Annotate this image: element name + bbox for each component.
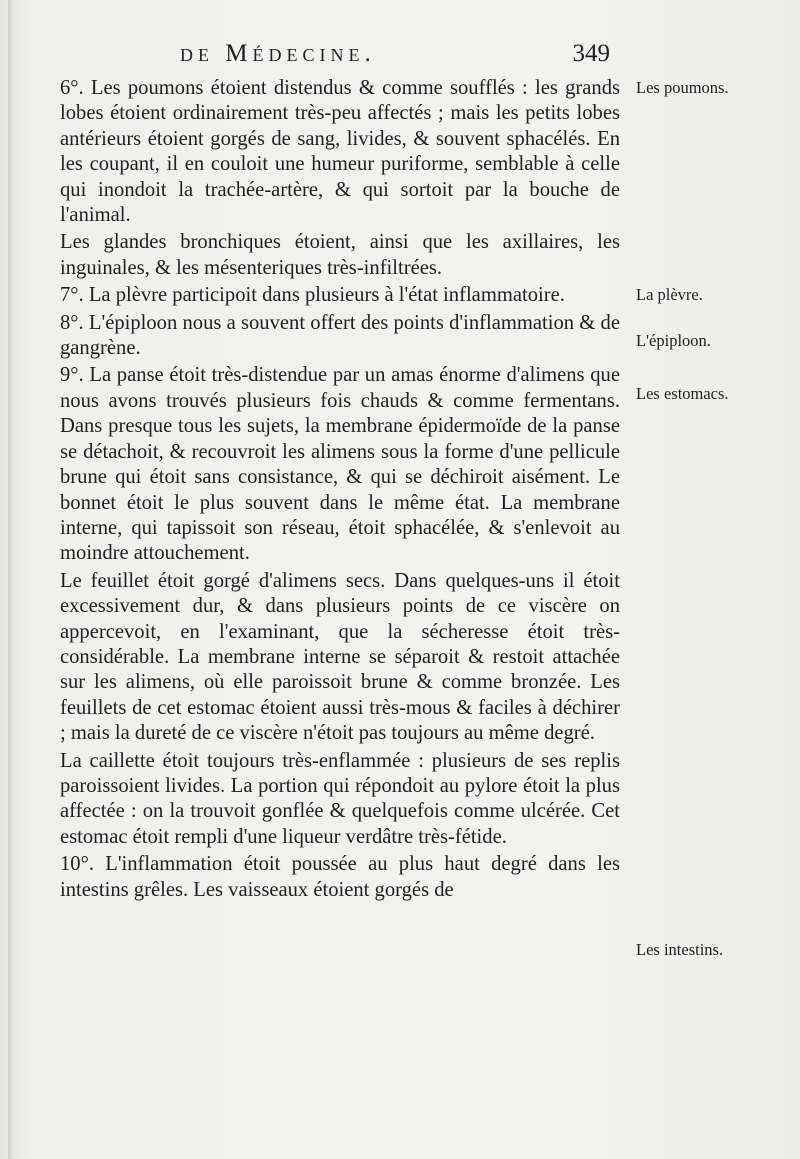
paragraph-glandes: Les glandes bronchiques étoient, ainsi que les axillaires, les inguinales, & les mésenteriques très-infiltrées. — [60, 231, 620, 279]
paragraph-poumons: 6°. Les poumons étoient distendus & comme soufflés : les grands lobes étoient ordinairement très-peu affectés ; mais les petits lobes antérieurs étoient gorgés de sang, livides, & souvent sphacélés. En les coupant, il en couloit une humeur puriforme, semblable à celle qui inondoit la trachée-artère, & qui sortoit par la bouche de l'animal. — [60, 77, 620, 227]
margin-note-poumons: Les poumons. — [636, 78, 729, 97]
page-number: 349 — [572, 40, 610, 67]
paragraph-feuillet: Le feuillet étoit gorgé d'alimens secs. Dans quelques-uns il étoit excessivement dur, & dans plusieurs points de ce viscère on appercevoit, en l'examinant, que la sécheresse étoit très-considérable. La membrane interne se séparoit & restoit attachée sur les alimens, où elle paroissoit brune & comme bronzée. Les feuillets de cet estomac étoient aussi très-mous & faciles à déchirer ; mais la dureté de ce viscère n'étoit pas toujours au même degré. — [60, 569, 620, 745]
paragraph-caillette: La caillette étoit toujours très-enflammée : plusieurs de ses replis paroissoient livides. La portion qui répondoit au pylore étoit la plus affectée : on la trouvoit gonflée & quelquefois comme ulcérée. Cet estomac étoit rempli d'une liqueur verdâtre très-fétide. — [60, 749, 620, 848]
paragraph-epiploon: 8°. L'épiploon nous a souvent offert des points d'inflammation & de gangrène. — [60, 311, 620, 360]
margin-note-plevre: La plèvre. — [636, 285, 703, 304]
margin-note-intestins: Les intestins. — [636, 940, 724, 959]
paragraph-panse: 9°. La panse étoit très-distendue par un amas énorme d'alimens que nous avons trouvés plusieurs fois chauds & comme fermentans. Dans presque tous les sujets, la membrane épidermoïde de la panse se détachoit, & recouvroit les alimens sous la forme d'une pellicule brune qui étoit sans consistance, & qui se déchiroit aisément. Le bonnet étoit le plus souvent dans le même état. La membrane interne, qui tapissoit son réseau, étoit sphacélée, & s'enlevoit au moindre attouchement. — [60, 364, 620, 565]
paragraph-plevre: 7°. La plèvre participoit dans plusieurs à l'état inflammatoire. — [60, 284, 565, 307]
page-gutter-shadow — [8, 0, 14, 1159]
running-head: de Médecine. — [180, 40, 376, 67]
margin-note-estomacs: Les estomacs. — [636, 384, 729, 403]
paragraph-intestins: 10°. L'inflammation étoit poussée au plus haut degré dans les intestins grêles. Les vaisseaux étoient gorgés de — [60, 853, 620, 901]
page-header — [180, 40, 610, 76]
body-text — [60, 76, 620, 903]
margin-note-epiploon: L'épiploon. — [636, 331, 711, 350]
